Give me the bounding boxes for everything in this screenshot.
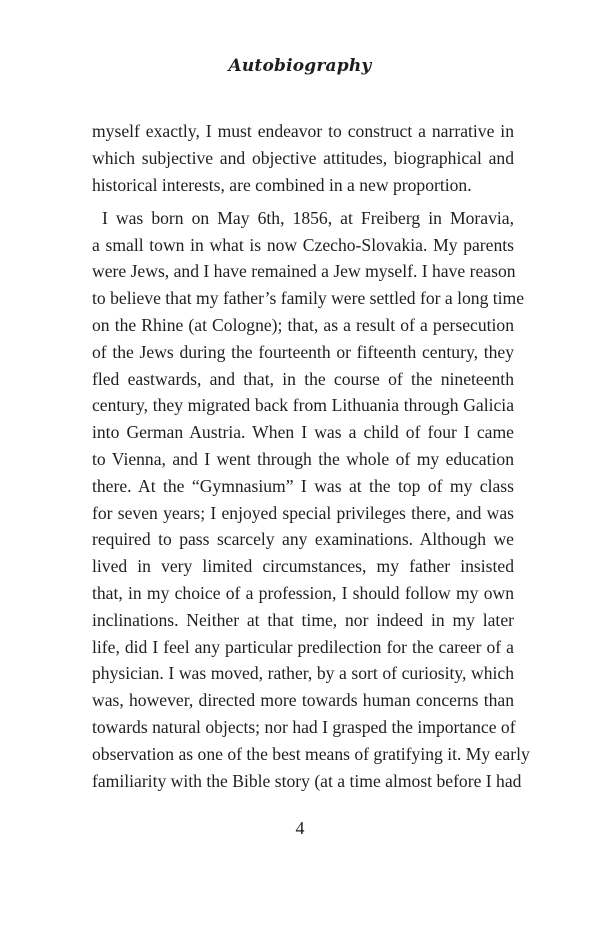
text-line: life, did I feel any particular predilection for the career of a: [92, 636, 514, 657]
text-line: I was born on May 6th, 1856, at Freiberg in Moravia,: [102, 207, 514, 228]
text-line: on the Rhine (at Cologne); that, as a result of a persecution: [92, 315, 514, 336]
text-line: towards natural objects; nor had I grasped the importance of: [92, 717, 516, 738]
text-line: fled eastwards, and that, in the course of the nineteenth: [92, 368, 514, 389]
text-line: century, they migrated back from Lithuania through Galicia: [92, 395, 514, 416]
text-line: for seven years; I enjoyed special privileges there, and was: [92, 502, 514, 523]
text-line: that, in my choice of a profession, I should follow my own: [92, 583, 514, 604]
text-line: required to pass scarcely any examinations. Although we: [92, 529, 514, 550]
text-line: a small town in what is now Czecho-Slovakia. My parents: [92, 234, 514, 255]
text-line: there. At the “Gymnasium” I was at the top of my class: [92, 475, 514, 496]
text-line: to believe that my father’s family were settled for a long time: [92, 288, 525, 309]
text-line: physician. I was moved, rather, by a sort of curiosity, which: [92, 663, 514, 684]
text-line: lived in very limited circumstances, my father insisted: [92, 556, 514, 577]
text-line: to Vienna, and I went through the whole of my education: [92, 449, 514, 470]
body-text: [92, 118, 530, 794]
text-line: was, however, directed more towards human concerns than: [92, 690, 514, 711]
text-line: historical interests, are combined in a new proportion.: [92, 174, 472, 195]
running-head: Autobiography: [228, 56, 372, 76]
text-line: myself exactly, I must endeavor to construct a narrative in: [92, 121, 514, 141]
text-line: which subjective and objective attitudes, biographical and: [92, 147, 514, 168]
text-line: observation as one of the best means of gratifying it. My early: [92, 743, 530, 764]
text-line: into German Austria. When I was a child of four I came: [92, 422, 514, 443]
text-line: inclinations. Neither at that time, nor indeed in my later: [92, 609, 514, 630]
page-number: 4: [295, 818, 305, 838]
text-line: familiarity with the Bible story (at a time almost before I had: [92, 770, 522, 791]
text-line: of the Jews during the fourteenth or fifteenth century, they: [92, 341, 514, 362]
text-line: were Jews, and I have remained a Jew myself. I have reason: [92, 261, 516, 282]
